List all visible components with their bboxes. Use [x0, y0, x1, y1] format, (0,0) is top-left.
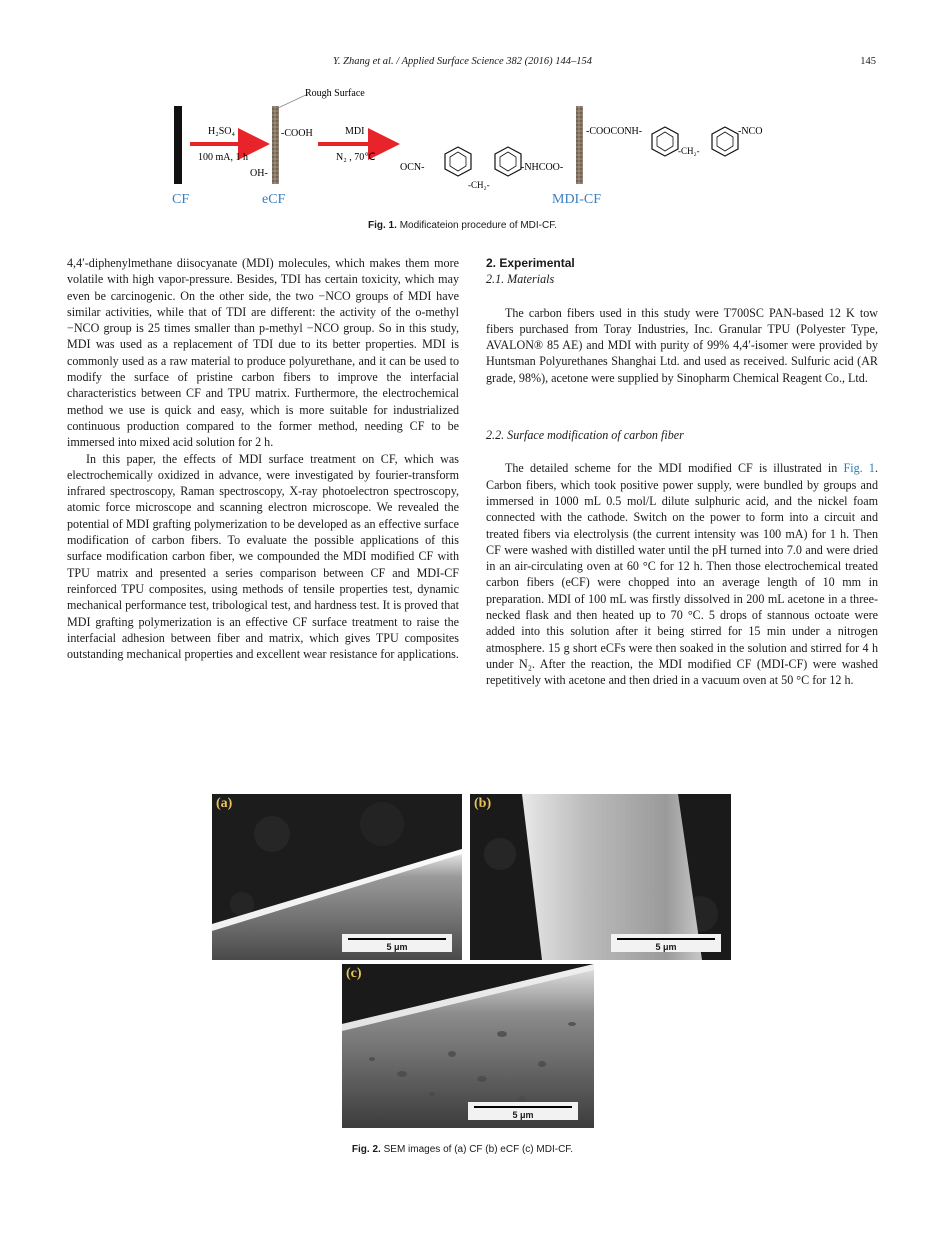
figure-2-caption-text: SEM images of (a) CF (b) eCF (c) MDI-CF.	[383, 1144, 574, 1155]
intro-paragraph-1: 4,4′-diphenylmethane diisocyanate (MDI) molecules, which makes them more volatile with high vapor-pressure. Besides, TDI has certain toxicity, which may even be carcinogenic. On the other side, the two −NCO groups of MDI have similar activities, while that of TDI are different: the activity of the o-methyl −NCO group is 25 times smaller than p-methyl −NCO group. So in this study, MDI was used as a replacement of TDI due to its better properties. MDI is commonly used as a raw material to produce polyurethane, and it can be used to modify the surface of pristine carbon fibers to improve the interfacial characteristics between CF and TPU matrix. Furthermore, the electrochemical method we use is quick and easy, which is more suitable for industrialized continuous production compared to the former method, needing CF to be immersed into mixed acid solution for 2 h.	[67, 256, 459, 450]
label-mdi-cf: MDI-CF	[552, 192, 602, 207]
mdi-cf-fiber-bar	[576, 106, 583, 184]
scale-bar-a	[342, 934, 452, 952]
sem-image-b	[470, 794, 731, 960]
scale-bar-c	[468, 1102, 578, 1120]
cooh-group: -COOH	[281, 128, 313, 139]
ecf-fiber-bar	[272, 106, 279, 184]
intro-paragraph-2: In this paper, the effects of MDI surface treatment on CF, which was electrochemically oxidized in advance, were investigated by fourier-transform infrared spectroscopy, Raman spectroscopy, X-ray photoelectron spectroscopy, atomic force microscope and scanning electron microscope. We revealed the potential of MDI grafting polymerization to be developed as an effective surface modification of carbon fibers. To evaluate the possible applications of this surface modification carbon fiber, we compounded the MDI modified CF with TPU matrix and presented a series comparison between CF and MDI-CF reinforced TPU composites, using methods of tensile properties test, dynamic mechanical performance test, tribological test, and hardness test. It is proved that MDI grafting polymerization is an effective CF surface treatment to raise the interfacial adhesion between fiber and matrix, which gives TPU composites outstanding mechanical properties and excellent wear resistance for applications.	[67, 451, 459, 662]
benzene-ring-2	[495, 147, 521, 176]
step1-conditions: 100 mA, 1 h	[198, 152, 248, 163]
section-title-experimental: 2. Experimental	[486, 256, 575, 270]
panel-label-a: (a)	[216, 796, 233, 811]
right-column	[486, 255, 878, 689]
pristine-fiber-bar	[174, 106, 182, 184]
figure-1-scheme	[160, 84, 780, 214]
panel-label-c: (c)	[346, 966, 362, 981]
surface-modification-text-start: The detailed scheme for the MDI modified CF is illustrated in	[505, 461, 838, 476]
scheme-diagram	[160, 84, 780, 214]
surface-modification-paragraph	[486, 460, 878, 688]
figure-1-caption-text: Modificateion procedure of MDI-CF.	[399, 220, 557, 231]
figure-1-link[interactable]: Fig. 1	[843, 461, 875, 476]
figure-2-caption	[0, 1144, 925, 1155]
nhcoo-group: -NHCOO-	[521, 162, 564, 173]
benzene-ring-3	[652, 127, 678, 156]
nco-group: -NCO	[738, 126, 763, 137]
subsection-title-surface-modification: 2.2. Surface modification of carbon fiber	[486, 428, 684, 443]
figure-2-caption-label: Fig. 2.	[351, 1144, 381, 1155]
scale-bar-c-text: 5 μm	[512, 1110, 534, 1120]
scale-bar-b	[611, 934, 721, 952]
rough-surface-label: Rough Surface	[305, 88, 365, 99]
label-ecf: eCF	[262, 192, 286, 207]
label-cf: CF	[172, 192, 190, 207]
oh-group: OH-	[250, 168, 268, 179]
panel-label-b: (b)	[474, 796, 492, 811]
step2-reagent: MDI	[345, 126, 365, 137]
cooconh-group: -COOCONH-	[586, 126, 643, 137]
step2-conditions: N₂ , 70℃	[336, 152, 376, 163]
benzene-ring-1	[445, 147, 471, 176]
surface-modification-text-rest: . Carbon fibers, which took positive power supply, were bundled by groups and immersed in 1000 mL 0.5 mol/L dilute sulphuric acid, and the nickel foam connected with the cathode. Switch on the power to form into a circuit and treated fibers via electrolysis (the current intensity was 100 mA) for 1 h. Then CF were washed with distilled water until the pH turned into 7.0 and were dried in an air-circulating oven at 60 °C for 12 h. Then those electrochemical treated carbon fibers (eCF) were chopped into an average length of 10 mm in preparation. MDI of 100 mL was firstly dissolved in 200 mL acetone in a three-necked flask and then heated up to 70 °C. 5 drops of stannous octoate were added into this solution after it being stirred for 15 min under a nitrogen atmosphere. 15 g short eCFs were then soaked in the solution and stirred for 4 h under N₂. After the reaction, the MDI modified CF (MDI-CF) were washed repetitively with acetone and then dried in a vacuum oven at 50 °C for 12 h.	[486, 461, 878, 688]
running-header-citation: Y. Zhang et al. / Applied Surface Science 382 (2016) 144–154	[333, 56, 592, 67]
materials-paragraph: The carbon fibers used in this study were T700SC PAN-based 12 K tow fibers purchased from Toray Industries, Inc. Granular TPU (Polyester Type, AVALON® 85 AE) and MDI with purity of 99% 4,4′-isomer were provided by Huntsman Polyurethanes Shanghai Ltd. and used as received. Sulfuric acid (AR grade, 98%), acetone were supplied by Sinopharm Chemical Reagent Co., Ltd.	[486, 305, 878, 385]
subsection-title-materials: 2.1. Materials	[486, 272, 555, 287]
ocn-group: OCN-	[400, 162, 425, 173]
sem-image-c	[342, 964, 594, 1128]
ch2-left: -CH₂-	[468, 180, 490, 190]
sem-image-a	[212, 794, 462, 960]
scale-bar-b-text: 5 μm	[655, 942, 677, 952]
figure-1-caption	[0, 220, 925, 231]
scale-bar-a-text: 5 μm	[386, 942, 408, 952]
benzene-ring-4	[712, 127, 738, 156]
figure-1-caption-label: Fig. 1.	[368, 220, 397, 231]
left-column	[67, 255, 459, 662]
ch2-right: -CH₂-	[678, 146, 700, 156]
page-number: 145	[860, 56, 876, 67]
step1-reagent: H₂SO₄	[208, 126, 235, 137]
